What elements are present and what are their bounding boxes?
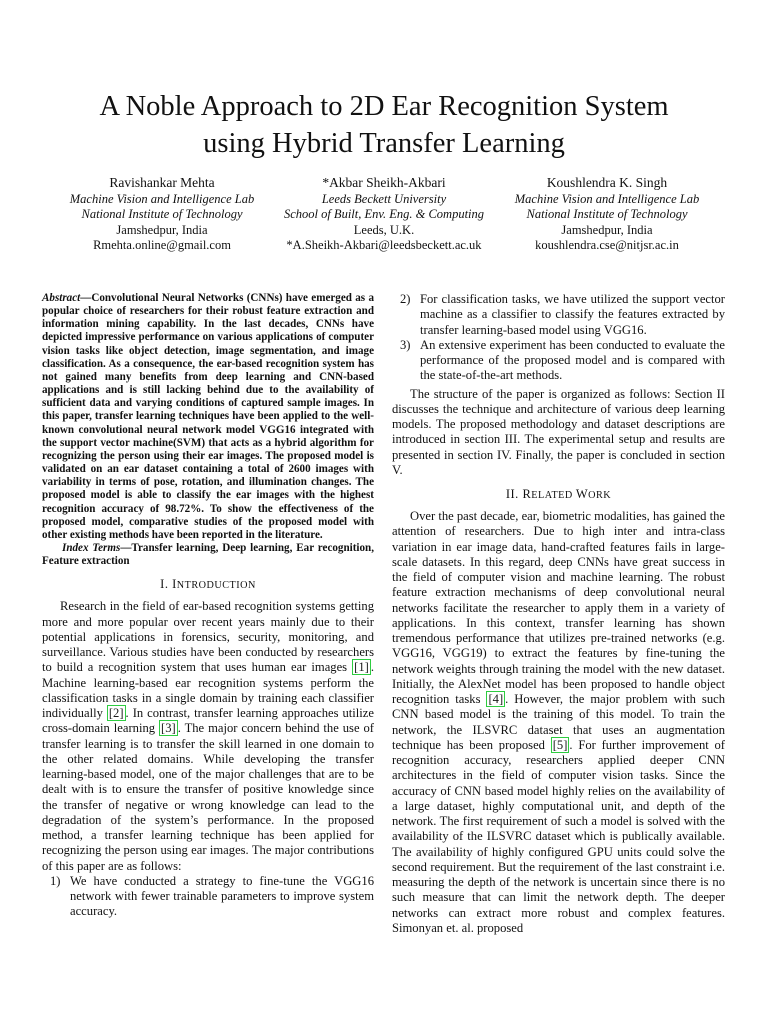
author-email: Rmehta.online@gmail.com	[93, 238, 231, 253]
author-email: koushlendra.cse@nitjsr.ac.in	[535, 238, 679, 253]
related-work-paragraph: Over the past decade, ear, biometric modalities, has gained the attention of researchers. Due to high inter and intra-class variation in ear image data, hand-crafted features fails in large-scale datasets. In this regard, deep CNNs have great success in the field of computer vision and machine learning. The robust feature extraction mechanisms of deep convolutional neural networks facilitate the researcher to apply them in a variety of applications. In this context, transfer learning has shown tremendous performance that utilizes pre-trained networks (e.g. VGG16, VGG19) to extract the features by fine-tuning the network weights through training the model with the new dataset. Initially, the AlexNet model has been proposed to handle object recognition tasks [4] . However, the major problem with such CNN based model is the training of this model. To train the network, the ILSVRC dataset that uses an augmentation technique has been proposed [5] . For further improvement of recognition accuracy, researchers applied deeper CNN architectures in the field of computer vision tasks. Since the accuracy of CNN based model highly relies on the availability of a large dataset, highly computational unit, and depth of the network. The first requirement of such a model is solved with the availability of the ILSVRC dataset which is publically available. The availability of highly configured GPU units could solve the second requirement. But the requirement of the last constraint i.e. measuring the depth of the network is uncertain since there is no such measure that can limit the network depth. The deeper networks can extract more robust and complex features. Simonyan et. al. proposed	[392, 509, 726, 935]
citation-link[interactable]: [5]	[552, 737, 568, 752]
structure-paragraph: The structure of the paper is organized as follows: Section II discusses the technique and architecture of various deep learning models. The proposed methodology and dataset descriptions are introduced in section III. The experimental setup and results are presented in section IV. Finally, the paper is concluded in section V.	[392, 386, 725, 477]
left-column	[42, 292, 374, 920]
right-column	[392, 292, 725, 936]
intro-paragraph: Research in the field of ear-based recognition systems getting more and more popular over recent years mainly due to their potential applications in forensics, security, monitoring, and surveillance. Various studies have been conducted by researchers to build a recognition system that uses human ear images [1] . Machine learning-based ear recognition systems perform the classification tasks in a single domain by training each classifier individually [2] . In contrast, transfer learning approaches utilize cross-domain learning [3] . The major concern behind the use of transfer learning is to transfer the skill learned in one domain to the other related domains. While developing the transfer learning-based model, one of the major challenges that are to be dealt with is to ensure the transfer of positive knowledge since the transfer of negative or wrong knowledge can lead to the degradation of the system’s performance. In the proposed method, a transfer learning technique has been applied for recognizing the person using ear images. The major contributions of this paper are as follows:	[42, 599, 374, 873]
index-terms-label: Index Terms	[62, 541, 121, 554]
citation-link[interactable]: [3]	[161, 721, 176, 736]
title-line-1: A Noble Approach to 2D Ear Recognition System	[99, 91, 669, 122]
contribution-list	[42, 874, 374, 920]
author-block-2	[264, 174, 504, 254]
list-item: 1) We have conducted a strategy to fine-tune the VGG16 network with fewer trainable parameters to improve system accuracy.	[50, 873, 374, 919]
author-location: Leeds, U.K.	[353, 222, 415, 237]
list-item: 3) An extensive experiment has been conducted to evaluate the performance of the proposed model and is compared with the state-of-the-art methods.	[400, 337, 725, 383]
author-affiliation: Leeds Beckett University	[321, 192, 447, 206]
contribution-list	[392, 292, 725, 384]
section-heading-introduction: I. INTRODUCTION	[160, 577, 256, 592]
author-name: Ravishankar Mehta	[109, 175, 215, 190]
author-affiliation: Machine Vision and Intelligence Lab	[514, 192, 700, 206]
citation-link[interactable]: [2]	[108, 706, 124, 721]
author-institution: School of Built, Env. Eng. & Computing	[283, 207, 485, 222]
author-email: *A.Sheikh-Akbari@leedsbeckett.ac.uk	[286, 238, 482, 253]
index-terms-text: —Transfer learning, Deep learning, Ear recognition, Feature extraction	[42, 541, 374, 568]
paper-title	[40, 88, 728, 162]
author-location: Jamshedpur, India	[116, 222, 208, 237]
section-heading-related-work: II. RELATED WORK	[505, 487, 612, 501]
author-block-3	[492, 174, 722, 254]
abstract	[42, 292, 374, 542]
author-affiliation: Machine Vision and Intelligence Lab	[69, 192, 255, 206]
citation-link[interactable]: [1]	[354, 660, 369, 675]
list-item: 2) For classification tasks, we have utilized the support vector machine as a classifier to classify the features extracted by transfer learning-based model using VGG16.	[400, 292, 725, 337]
author-location: Jamshedpur, India	[561, 222, 653, 237]
citation-link[interactable]: [4]	[488, 692, 504, 706]
index-terms	[42, 542, 374, 568]
title-line-2: using Hybrid Transfer Learning	[203, 128, 565, 159]
author-institution: National Institute of Technology	[526, 207, 688, 222]
author-name: Koushlendra K. Singh	[546, 175, 668, 190]
author-institution: National Institute of Technology	[81, 207, 243, 222]
abstract-text: —Convolutional Neural Networks (CNNs) have emerged as a popular choice of researchers for their robust feature extraction and information mining capability. In the last decades, CNNs have depicted impressive performance on various applications of computer vision tasks like object detection, image segmentation, and image classification. As a consequence, the ear-based recognition system has not gained many benefits from deep learning and CNN-based applications and is still lacking behind due to the availability of sufficient data and varying conditions of captured sample images. In this paper, transfer learning techniques have been applied to the well-known convolutional neural network model VGG16 integrated with the support vector machine(SVM) that acts as a hybrid algorithm for recognizing the person using their ear images. The proposed model is validated on an ear dataset containing a total of 2600 images with variability in terms of pose, rotation, and illumination changes. The proposed model is able to classify the ear images with the highest recognition accuracy of 98.72%. To show the effectiveness of the proposed model, comparative studies of the proposed model with other existing methods have been reported in the literature.	[42, 292, 374, 541]
abstract-label: Abstract	[42, 292, 81, 304]
author-name: *Akbar Sheikh-Akbari	[322, 175, 446, 190]
author-block-1	[52, 174, 272, 254]
